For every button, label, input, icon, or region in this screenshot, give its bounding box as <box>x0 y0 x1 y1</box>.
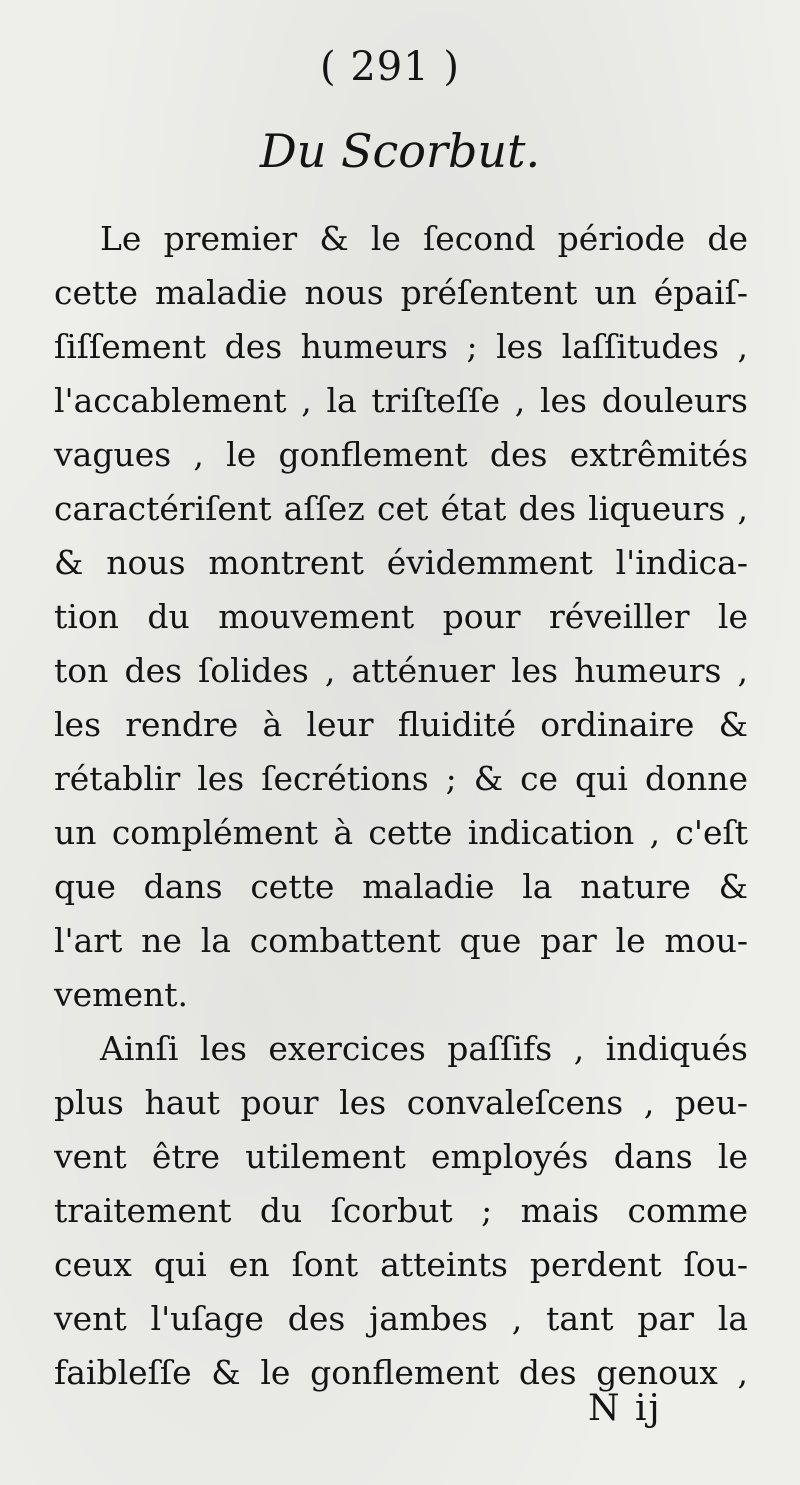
chapter-title: Du Scorbut. <box>259 124 541 178</box>
body-text <box>54 212 748 1400</box>
text-line: vement. <box>54 975 188 1014</box>
text-line: Le premier & le ſecond période de <box>100 219 748 258</box>
signature-mark: N ij <box>588 1388 662 1429</box>
text-line: cette maladie nous préſentent un épaiſ- <box>54 273 748 312</box>
text-line: ceux qui en ſont atteints perdent ſou- <box>54 1245 748 1284</box>
text-line: un complément à cette indication , c'eſt <box>54 813 748 852</box>
text-line: caractériſent aſſez cet état des liqueurs , <box>54 489 748 528</box>
text-line: tion du mouvement pour réveiller le <box>54 597 748 636</box>
text-line: ton des ſolides , atténuer les humeurs , <box>54 651 748 690</box>
text-line: & nous montrent évidemment l'indica- <box>54 543 748 582</box>
text-line: que dans cette maladie la nature & <box>54 867 748 906</box>
page-number: ( 291 ) <box>320 44 460 90</box>
text-line: Ainſi les exercices paſſifs , indiqués <box>100 1029 748 1068</box>
text-line: rétablir les ſecrétions ; & ce qui donne <box>54 759 748 798</box>
text-line: traitement du ſcorbut ; mais comme <box>54 1191 748 1230</box>
text-line: l'art ne la combattent que par le mou- <box>54 921 748 960</box>
text-line: les rendre à leur fluidité ordinaire & <box>54 705 748 744</box>
text-line: vent l'uſage des jambes , tant par la <box>54 1299 748 1338</box>
text-line: vagues , le gonflement des extrêmités <box>54 435 748 474</box>
text-line: ſiſſement des humeurs ; les laſſitudes , <box>54 327 748 366</box>
text-line: plus haut pour les convaleſcens , peu- <box>54 1083 748 1122</box>
text-line: faibleſſe & le gonflement des genoux , <box>54 1353 748 1392</box>
text-line: l'accablement , la triſteſſe , les douleurs <box>54 381 748 420</box>
text-line: vent être utilement employés dans le <box>54 1137 748 1176</box>
